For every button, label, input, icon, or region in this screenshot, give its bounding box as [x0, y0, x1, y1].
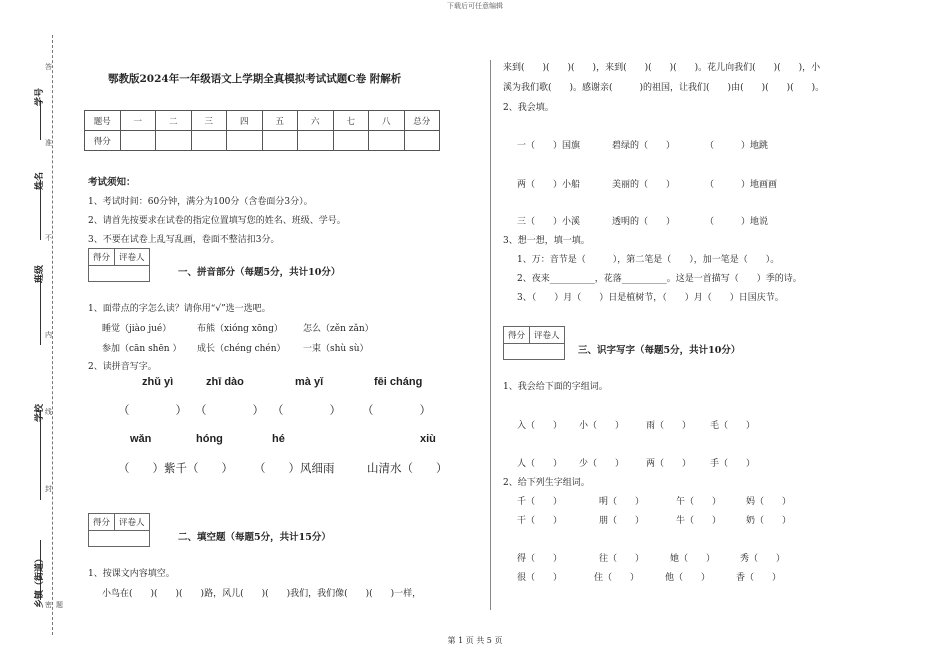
score-input-cell[interactable]: [191, 131, 227, 151]
score-cell: 七: [333, 111, 369, 131]
label-student-id: 学号: [35, 87, 45, 106]
answer-blank[interactable]: （ ）紫千（ ）: [118, 461, 233, 475]
word-item[interactable]: 两（ ）: [646, 459, 692, 469]
pinyin-choice[interactable]: 布熊（xióng xōng）: [197, 324, 283, 334]
word-item[interactable]: 牛（ ）: [676, 516, 722, 526]
fill-line[interactable]: 小鸟在( )( )( )路，风儿( )( )我们，我们像( )( )一样，: [102, 589, 422, 599]
grader-input[interactable]: [89, 265, 149, 281]
word-item[interactable]: 干（ ）: [517, 516, 563, 526]
score-input-cell[interactable]: [404, 131, 440, 151]
mark-feng: 封: [45, 485, 52, 493]
pinyin-text: hé: [272, 433, 285, 445]
grader-box: [503, 326, 565, 360]
pinyin-choice[interactable]: 参加（cān shēn ）: [102, 344, 182, 354]
mark-nei: 内: [45, 331, 52, 339]
fill-item[interactable]: （ ）地说: [705, 217, 769, 227]
notice-item: 3、不要在试卷上乱写乱画，卷面不整洁扣3分。: [88, 235, 280, 245]
score-input-cell[interactable]: [298, 131, 334, 151]
s2-q1: 1、按课文内容填空。: [88, 569, 175, 579]
underline-banji: [40, 275, 41, 345]
grader-input[interactable]: [504, 343, 564, 359]
score-input-cell[interactable]: [227, 131, 263, 151]
s1-q1: 1、面带点的字怎么读？请你用“√”选一选吧。: [88, 304, 271, 314]
s3-q2: 2、给下列生字组词。: [503, 478, 590, 488]
pinyin-text: xiù: [420, 433, 436, 445]
word-item[interactable]: 人（ ）: [517, 459, 563, 469]
mark-xian: 线: [45, 408, 52, 416]
score-cell: 六: [298, 111, 334, 131]
score-cell: 题号: [85, 111, 121, 131]
fill-item[interactable]: （ ）地画画: [705, 180, 778, 190]
grader-score-label: 得分: [89, 249, 115, 265]
score-input-cell[interactable]: [333, 131, 369, 151]
answer-blank[interactable]: （ ）: [118, 403, 187, 417]
section3-title: 三、识字写字（每题5分，共计10分）: [578, 345, 741, 356]
answer-blank[interactable]: 山清水（ ）: [367, 461, 448, 475]
page-number: 第 1 页 共 5 页: [447, 636, 503, 645]
mark-da: 答: [45, 63, 52, 71]
pinyin-text: fēi cháng: [374, 376, 423, 388]
score-cell: 八: [369, 111, 405, 131]
fill-item[interactable]: 透明的（ ）: [612, 217, 676, 227]
r-q3: 3、想一想，填一填。: [503, 236, 590, 246]
underline-xuehao: [40, 100, 41, 140]
word-item[interactable]: 少（ ）: [579, 459, 625, 469]
r-q2: 2、我会填。: [503, 103, 554, 113]
word-item[interactable]: 手（ ）: [710, 459, 756, 469]
pinyin-choice[interactable]: 睡觉（jiào jué）: [102, 324, 172, 334]
word-item[interactable]: 住（ ）: [594, 573, 640, 583]
label-school: 学校: [35, 403, 45, 422]
notice-item: 2、请首先按要求在试卷的指定位置填写您的姓名、班级、学号。: [88, 216, 346, 226]
word-item[interactable]: 香（ ）: [736, 573, 782, 583]
word-item[interactable]: 明（ ）: [599, 497, 645, 507]
notice-heading: 考试须知：: [88, 177, 136, 188]
underline-xuexiao: [40, 410, 41, 500]
pinyin-choice[interactable]: 怎么（zěn zǎn）: [303, 324, 374, 334]
notice-item: 1、考试时间：60分钟，满分为100分（含卷面分3分）。: [88, 197, 313, 207]
word-item[interactable]: 奶（ ）: [746, 516, 792, 526]
grader-score-label: 得分: [504, 327, 530, 343]
fill-line[interactable]: 1、万：音节是（ ），第二笔是（ ），加一笔是（ ）。: [517, 255, 780, 265]
answer-blank[interactable]: （ ）: [272, 403, 341, 417]
word-item[interactable]: 他（ ）: [665, 573, 711, 583]
word-item[interactable]: 妈（ ）: [746, 497, 792, 507]
fill-item[interactable]: 碧绿的（ ）: [612, 141, 676, 151]
answer-blank[interactable]: （ ）: [195, 403, 264, 417]
grader-label: 评卷人: [534, 331, 560, 341]
pinyin-choice[interactable]: 一束（shù sù）: [303, 344, 369, 354]
word-item[interactable]: 毛（ ）: [710, 421, 756, 431]
score-cell: 一: [120, 111, 156, 131]
word-item[interactable]: 她（ ）: [670, 554, 716, 564]
score-cell: 二: [156, 111, 192, 131]
pinyin-text: hóng: [196, 433, 223, 445]
mark-zhun: 准: [45, 139, 52, 147]
fill-item[interactable]: 两（ ）小船: [517, 180, 581, 190]
score-cell: 四: [227, 111, 263, 131]
word-item[interactable]: 千（ ）: [517, 497, 563, 507]
page-title: 鄂教版2024年一年级语文上学期全真模拟考试试题C卷 附解析: [108, 73, 402, 85]
fill-line[interactable]: 溪为我们歌( )。感谢亲( )的祖国，让我们( )由( )( )( )。: [503, 83, 825, 93]
word-item[interactable]: 入（ ）: [517, 421, 563, 431]
binding-line: [52, 35, 53, 635]
section1-title: 一、拼音部分（每题5分，共计10分）: [178, 267, 341, 278]
column-divider: [490, 60, 491, 610]
fill-line[interactable]: 2、夜来__________，花落__________。这是一首描写（ ）季的诗。: [517, 274, 802, 284]
fill-item[interactable]: 一（ ）国旗: [517, 141, 581, 151]
pinyin-text: zhī dào: [206, 376, 244, 388]
fill-line[interactable]: 3、（ ）月（ ）日是植树节，（ ）月（ ）日国庆节。: [517, 293, 784, 303]
score-input-cell[interactable]: [156, 131, 192, 151]
word-item[interactable]: 秀（ ）: [740, 554, 786, 564]
fill-item[interactable]: （ ）地跳: [705, 141, 769, 151]
score-cell: 总分: [404, 111, 440, 131]
word-item[interactable]: 朋（ ）: [599, 516, 645, 526]
word-item[interactable]: 得（ ）: [517, 554, 563, 564]
s1-q2: 2、读拼音写字。: [88, 362, 157, 372]
answer-blank[interactable]: （ ）风细雨: [254, 461, 335, 475]
score-table: [84, 110, 440, 151]
word-item[interactable]: 午（ ）: [676, 497, 722, 507]
score-input-cell[interactable]: [120, 131, 156, 151]
score-cell: 得分: [85, 131, 121, 151]
grader-input[interactable]: [89, 530, 149, 546]
word-item[interactable]: 很（ ）: [517, 573, 563, 583]
answer-blank[interactable]: （ ）: [362, 403, 431, 417]
top-note: 下载后可任意编辑: [447, 2, 503, 10]
grader-label: 评卷人: [119, 253, 145, 263]
mark-mi: 密: [45, 601, 52, 609]
section2-title: 二、填空题（每题5分，共计15分）: [178, 532, 331, 543]
grader-score-label: 得分: [89, 514, 115, 530]
word-item[interactable]: 小（ ）: [579, 421, 625, 431]
word-item[interactable]: 往（ ）: [599, 554, 645, 564]
pinyin-text: mà yǐ: [295, 376, 324, 388]
fill-line[interactable]: 来到( )( )( )，来到( )( )( )。花儿向我们( )( )，小: [503, 63, 821, 73]
score-cell: 三: [191, 111, 227, 131]
fill-item[interactable]: 三（ ）小溪: [517, 217, 581, 227]
score-table-header-row: [85, 111, 440, 131]
grader-label: 评卷人: [119, 518, 145, 528]
score-table-score-row: [85, 131, 440, 151]
mark-bu: 不: [45, 234, 52, 242]
score-cell: 五: [262, 111, 298, 131]
grader-box: [88, 513, 150, 547]
pinyin-text: zhǔ yì: [142, 376, 174, 388]
pinyin-choice[interactable]: 成长（chéng chén）: [197, 344, 286, 354]
pinyin-text: wǎn: [130, 433, 152, 445]
label-class: 班级: [35, 264, 45, 283]
s3-q1: 1、我会给下面的字组词。: [503, 382, 608, 392]
fill-item[interactable]: 美丽的（ ）: [612, 180, 676, 190]
mark-ti: 题: [56, 601, 63, 609]
label-township: 乡镇（街道）: [35, 553, 45, 608]
label-name: 姓名: [35, 171, 45, 190]
score-input-cell[interactable]: [262, 131, 298, 151]
grader-box: [88, 248, 150, 282]
score-input-cell[interactable]: [369, 131, 405, 151]
word-item[interactable]: 雨（ ）: [646, 421, 692, 431]
